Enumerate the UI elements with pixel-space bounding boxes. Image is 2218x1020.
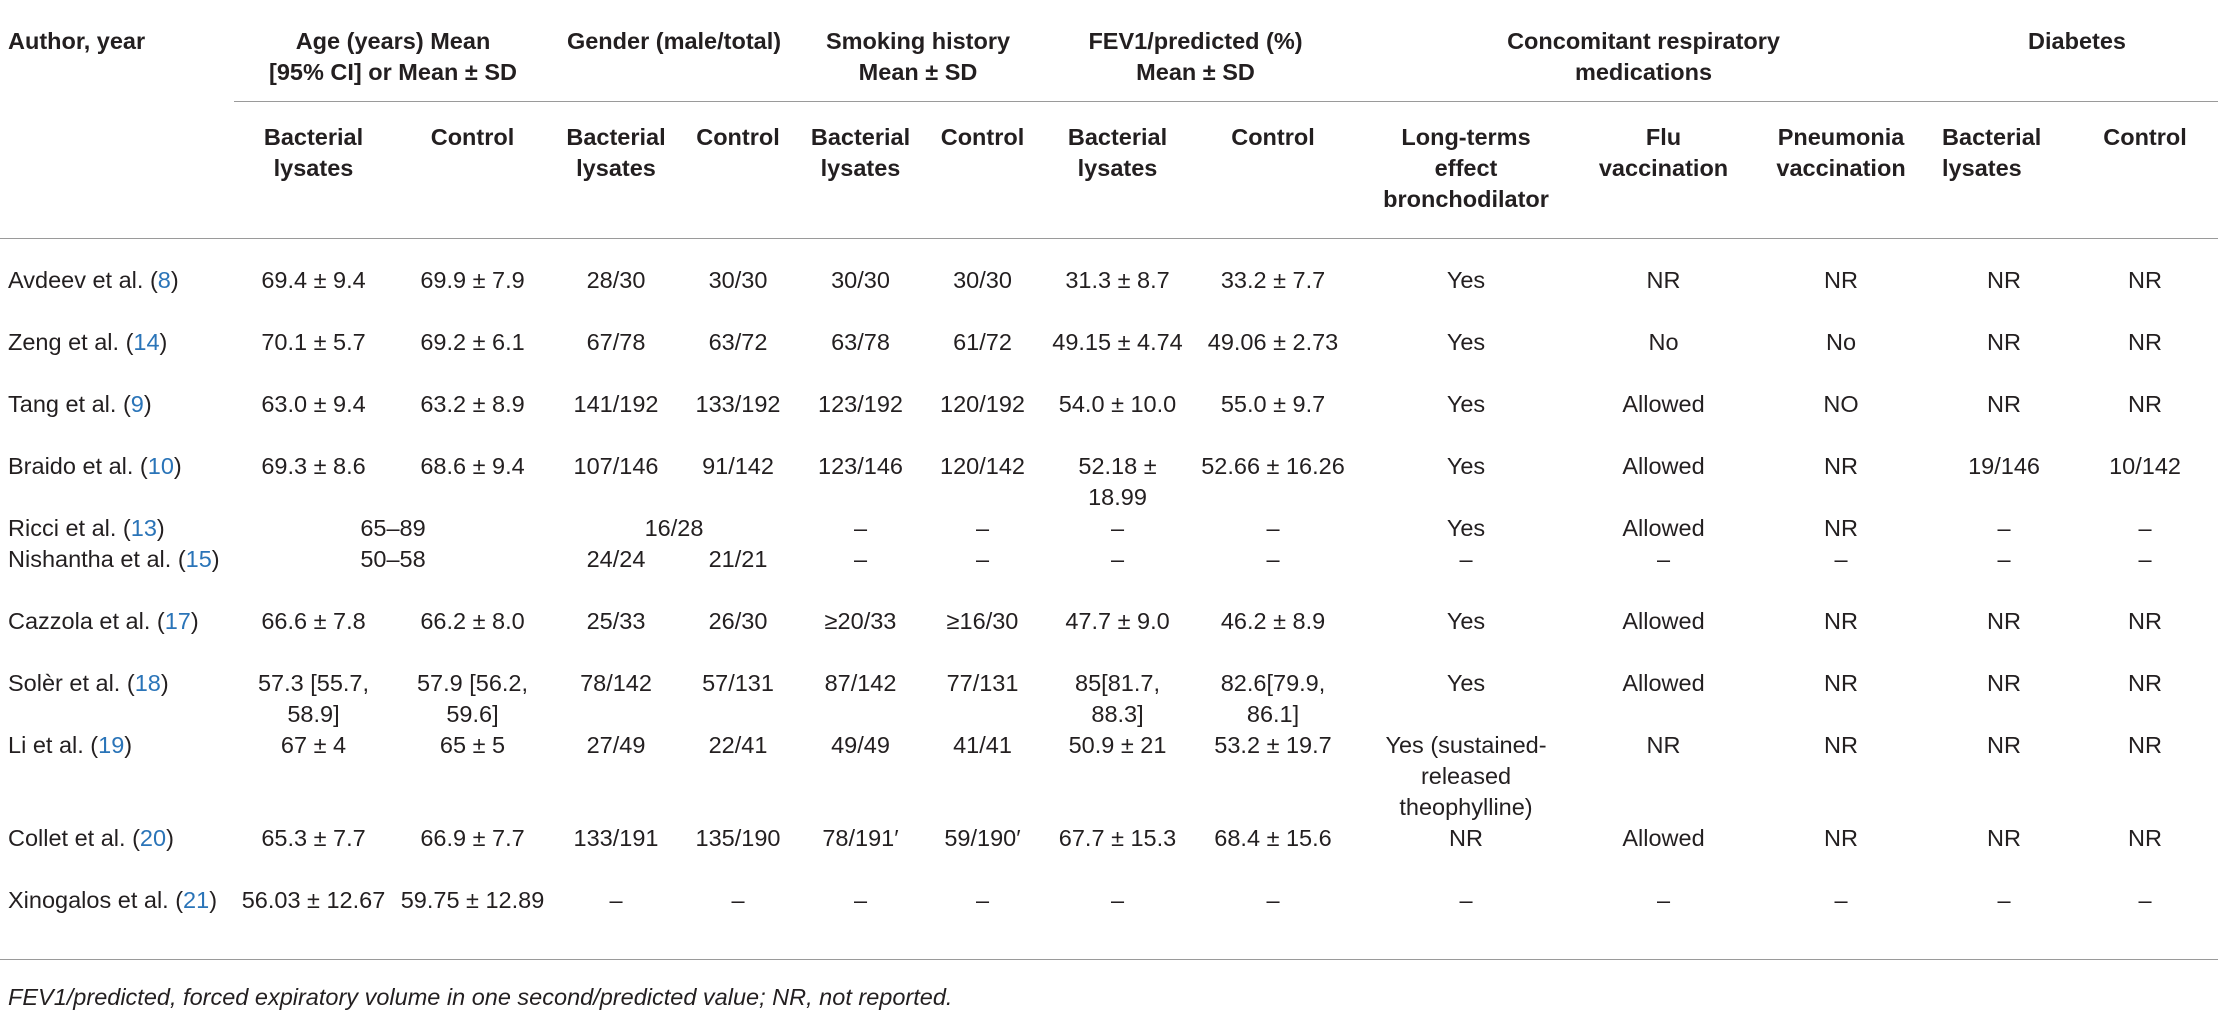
header-age-bacterial-lysates: Bacterial lysates — [234, 102, 393, 239]
cell-flu: Allowed — [1622, 670, 1705, 696]
cell-fev-control: 46.2 ± 8.9 — [1220, 608, 1326, 634]
cell-smoke-bl: 123/146 — [818, 453, 903, 479]
cell-gender-bl: 25/33 — [586, 608, 646, 634]
cell-bronchodilator: Yes — [1446, 267, 1486, 293]
cell-bronchodilator: Yes — [1446, 453, 1486, 479]
reference-link[interactable]: 19 — [98, 732, 125, 758]
cell-smoke-control: 120/142 — [940, 453, 1025, 479]
cell-fev-control: 55.0 ± 9.7 — [1220, 391, 1326, 417]
cell-smoke-bl: ≥20/33 — [824, 608, 897, 634]
cell-flu: NR — [1646, 732, 1681, 758]
cell-fev-control: 53.2 ± 19.7 — [1214, 732, 1332, 758]
cell-smoke-bl: 49/49 — [831, 732, 890, 758]
cell-pneumonia: NR — [1824, 608, 1858, 634]
cell-age-bl: 63.0 ± 9.4 — [261, 391, 366, 417]
cell-fev-control: 52.66 ± 16.26 — [1201, 453, 1345, 479]
reference-link[interactable]: 10 — [147, 453, 174, 479]
cell-author: Li et al. (19) — [8, 732, 133, 758]
cell-smoke-control: 59/190′ — [944, 825, 1021, 851]
header-gender-bacterial-lysates: Bacterial lysates — [552, 102, 680, 239]
header-group-diabetes: Diabetes — [1936, 0, 2218, 102]
table-row — [0, 239, 2218, 328]
header-diabetes-bacterial-lysates: Bacterial lysates — [1936, 102, 2072, 239]
reference-link[interactable]: 21 — [183, 887, 210, 913]
cell-fev-bl: 47.7 ± 9.0 — [1065, 608, 1170, 634]
cell-flu: Allowed — [1622, 515, 1705, 541]
cell-pneumonia: NR — [1824, 453, 1858, 479]
cell-flu: NR — [1646, 267, 1681, 293]
reference-link[interactable]: 17 — [164, 608, 191, 634]
cell-smoke-control: – — [975, 546, 990, 572]
cell-age-control: 66.2 ± 8.0 — [420, 608, 525, 634]
cell-smoke-control: 77/131 — [946, 670, 1019, 696]
cell-smoke-bl: – — [853, 515, 868, 541]
cell-diabetes-control: NR — [2128, 267, 2162, 293]
cell-gender-control: 21/21 — [708, 546, 768, 572]
cell-smoke-bl: – — [853, 546, 868, 572]
cell-bronchodilator: Yes — [1446, 608, 1486, 634]
cell-pneumonia: – — [1746, 885, 1936, 960]
cell-smoke-control: 30/30 — [953, 267, 1012, 293]
cell-age-control: 69.9 ± 7.9 — [420, 267, 525, 293]
cell-fev-bl: 67.7 ± 15.3 — [1058, 825, 1177, 851]
cell-smoke-control: 41/41 — [953, 732, 1012, 758]
cell-diabetes-bl: NR — [1987, 391, 2021, 417]
reference-link[interactable]: 18 — [134, 670, 161, 696]
cell-gender-bl: 28/30 — [586, 267, 646, 293]
reference-link[interactable]: 9 — [130, 391, 144, 417]
cell-age-bl: 66.6 ± 7.8 — [261, 608, 366, 634]
cell-diabetes-control: NR — [2128, 670, 2162, 696]
cell-gender-bl: 24/24 — [586, 546, 646, 572]
cell-age-bl: 67 ± 4 — [280, 732, 347, 758]
cell-smoke-bl: 30/30 — [831, 267, 890, 293]
cell-age-control: 69.2 ± 6.1 — [420, 329, 525, 355]
table-row — [0, 513, 2218, 544]
cell-gender-control: 26/30 — [708, 608, 768, 634]
reference-link[interactable]: 8 — [157, 267, 171, 293]
table-row — [0, 668, 2218, 730]
cell-diabetes-control: – — [2072, 885, 2218, 960]
cell-author: Braido et al. (10) — [8, 453, 182, 479]
table-body — [0, 239, 2218, 960]
cell-author: Xinogalos et al. (21) — [0, 885, 234, 960]
table-row — [0, 451, 2218, 513]
cell-diabetes-bl: – — [1936, 885, 2072, 960]
cell-smoke-bl: 123/192 — [818, 391, 903, 417]
cell-author: Ricci et al. (13) — [8, 515, 165, 541]
cell-gender-span: 16/28 — [644, 515, 704, 541]
cell-flu: No — [1648, 329, 1679, 355]
cell-fev-bl: 49.15 ± 4.74 — [1052, 329, 1183, 355]
cell-bronchodilator: – — [1351, 885, 1581, 960]
cell-diabetes-bl: NR — [1987, 732, 2021, 758]
table-row — [0, 327, 2218, 389]
cell-author: Avdeev et al. (8) — [8, 267, 179, 293]
cell-gender-bl: 27/49 — [586, 732, 646, 758]
table-row — [0, 389, 2218, 451]
cell-gender-control: 30/30 — [708, 267, 768, 293]
cell-fev-bl: 50.9 ± 21 — [1068, 732, 1167, 758]
cell-pneumonia: No — [1826, 329, 1857, 355]
cell-author: Collet et al. (20) — [8, 825, 174, 851]
header-smoking-bacterial-lysates: Bacterial lysates — [796, 102, 925, 239]
cell-gender-bl: 67/78 — [586, 329, 646, 355]
cell-age-bl: 56.03 ± 12.67 — [234, 885, 393, 960]
cell-fev-bl: 52.18 ± 18.99 — [1078, 453, 1157, 510]
header-group-gender: Gender (male/total) — [552, 0, 796, 102]
cell-fev-bl: – — [1040, 885, 1195, 960]
cell-age-span: 50–58 — [360, 546, 426, 572]
cell-pneumonia: – — [1834, 546, 1848, 572]
cell-bronchodilator: Yes — [1446, 329, 1486, 355]
cell-gender-control: 57/131 — [702, 670, 774, 696]
header-flu-vaccination: Flu vaccination — [1581, 102, 1746, 239]
cell-diabetes-bl: NR — [1987, 670, 2021, 696]
cell-author: Solèr et al. (18) — [8, 670, 169, 696]
cell-age-bl: 57.3 [55.7, 58.9] — [257, 670, 370, 727]
cell-bronchodilator: NR — [1449, 825, 1483, 851]
cell-diabetes-bl: NR — [1987, 608, 2021, 634]
cell-age-control: 68.6 ± 9.4 — [420, 453, 525, 479]
cell-diabetes-bl: – — [1997, 546, 2011, 572]
reference-link[interactable]: 14 — [133, 329, 160, 355]
cell-pneumonia: NR — [1824, 267, 1858, 293]
cell-diabetes-control: NR — [2128, 608, 2162, 634]
cell-bronchodilator: Yes — [1446, 670, 1486, 696]
cell-diabetes-bl: – — [1997, 515, 2011, 541]
header-group-age: Age (years) Mean [95% CI] or Mean ± SD — [234, 0, 552, 102]
cell-author: Tang et al. (9) — [8, 391, 152, 417]
cell-gender-control: 91/142 — [702, 453, 774, 479]
cell-pneumonia: NR — [1824, 670, 1858, 696]
cell-gender-control: – — [680, 885, 796, 960]
cell-gender-bl: 133/191 — [573, 825, 659, 851]
cell-fev-control: – — [1266, 515, 1280, 541]
cell-bronchodilator: – — [1459, 546, 1473, 572]
cell-bronchodilator: Yes — [1446, 515, 1486, 541]
header-row-groups — [0, 0, 2218, 102]
table-footnote: FEV1/predicted, forced expiratory volume in one second/predicted value; NR, not reported. — [8, 984, 953, 1010]
cell-smoke-control: – — [925, 885, 1040, 960]
reference-link[interactable]: 15 — [185, 546, 212, 572]
cell-flu: – — [1581, 885, 1746, 960]
cell-gender-bl: – — [552, 885, 680, 960]
cell-gender-bl: 141/192 — [573, 391, 659, 417]
cell-author: Zeng et al. (14) — [8, 329, 168, 355]
header-group-smoking: Smoking history Mean ± SD — [796, 0, 1040, 102]
cell-pneumonia: NO — [1823, 391, 1859, 417]
cell-smoke-control: – — [975, 515, 990, 541]
cell-diabetes-control: – — [2138, 546, 2152, 572]
cell-diabetes-control: 10/142 — [2109, 453, 2181, 479]
cell-gender-bl: 107/146 — [573, 453, 659, 479]
cell-pneumonia: NR — [1824, 825, 1858, 851]
cell-fev-bl: – — [1110, 515, 1125, 541]
cell-author: Cazzola et al. (17) — [8, 608, 199, 634]
cell-age-control: 57.9 [56.2, 59.6] — [416, 670, 529, 727]
cell-age-control: 66.9 ± 7.7 — [420, 825, 525, 851]
cell-fev-control: – — [1195, 885, 1351, 960]
cell-fev-control: 82.6[79.9, 86.1] — [1220, 670, 1326, 727]
cell-fev-bl: 31.3 ± 8.7 — [1065, 267, 1170, 293]
cell-flu: – — [1656, 546, 1671, 572]
cell-diabetes-control: – — [2138, 515, 2152, 541]
cell-age-bl: 69.4 ± 9.4 — [261, 267, 366, 293]
cell-bronchodilator: Yes (sustained-released theophylline) — [1385, 732, 1547, 820]
cell-diabetes-control: NR — [2128, 329, 2162, 355]
cell-diabetes-bl: NR — [1987, 329, 2021, 355]
cell-fev-bl: 85[81.7, 88.3] — [1075, 670, 1160, 727]
cell-smoke-control: ≥16/30 — [946, 608, 1019, 634]
table-row — [0, 544, 2218, 606]
cell-age-bl: 65.3 ± 7.7 — [261, 825, 366, 851]
cell-diabetes-bl: NR — [1987, 825, 2021, 851]
cell-diabetes-bl: 19/146 — [1968, 453, 2040, 479]
table-row — [0, 823, 2218, 885]
reference-link[interactable]: 20 — [139, 825, 167, 851]
cell-age-span: 65–89 — [360, 515, 426, 541]
cell-pneumonia: NR — [1824, 515, 1858, 541]
header-fev1-bacterial-lysates: Bacterial lysates — [1040, 102, 1195, 239]
cell-diabetes-control: NR — [2128, 391, 2162, 417]
cell-fev-control: – — [1266, 546, 1280, 572]
cell-fev-bl: 54.0 ± 10.0 — [1058, 391, 1177, 417]
cell-smoke-bl: 87/142 — [824, 670, 897, 696]
cell-smoke-bl: – — [796, 885, 925, 960]
cell-flu: Allowed — [1622, 825, 1705, 851]
header-diabetes-control: Control — [2072, 102, 2218, 239]
cell-gender-control: 63/72 — [708, 329, 768, 355]
cell-fev-bl: – — [1110, 546, 1125, 572]
cell-age-bl: 70.1 ± 5.7 — [261, 329, 366, 355]
header-row-subgroups — [0, 102, 2218, 239]
cell-age-control: 63.2 ± 8.9 — [420, 391, 525, 417]
cell-smoke-control: 120/192 — [940, 391, 1025, 417]
header-long-term-bronchodilator: Long-terms effect bronchodilator — [1351, 102, 1581, 239]
header-group-medications: Concomitant respiratory medications — [1351, 0, 1936, 102]
reference-link[interactable]: 13 — [130, 515, 157, 541]
cell-diabetes-control: NR — [2128, 732, 2162, 758]
table-row — [0, 606, 2218, 668]
cell-age-control: 59.75 ± 12.89 — [393, 885, 552, 960]
cell-flu: Allowed — [1622, 608, 1705, 634]
cell-fev-control: 49.06 ± 2.73 — [1207, 329, 1339, 355]
cell-gender-control: 133/192 — [695, 391, 781, 417]
header-group-fev1: FEV1/predicted (%) Mean ± SD — [1040, 0, 1351, 102]
cell-age-control: 65 ± 5 — [439, 732, 506, 758]
cell-bronchodilator: Yes — [1446, 391, 1486, 417]
header-author: Author, year — [0, 0, 234, 239]
cell-gender-control: 135/190 — [695, 825, 781, 851]
table-row — [0, 885, 2218, 960]
cell-fev-control: 33.2 ± 7.7 — [1220, 267, 1326, 293]
cell-gender-control: 22/41 — [708, 732, 768, 758]
header-smoking-control: Control — [925, 102, 1040, 239]
cell-smoke-control: 61/72 — [953, 329, 1012, 355]
cell-fev-control: 68.4 ± 15.6 — [1214, 825, 1332, 851]
cell-diabetes-control: NR — [2128, 825, 2162, 851]
cell-flu: Allowed — [1622, 391, 1705, 417]
cell-age-bl: 69.3 ± 8.6 — [261, 453, 366, 479]
cell-smoke-bl: 78/191′ — [822, 825, 899, 851]
cell-flu: Allowed — [1622, 453, 1705, 479]
header-pneumonia-vaccination: Pneumonia vaccination — [1746, 102, 1936, 239]
header-gender-control: Control — [680, 102, 796, 239]
cell-pneumonia: NR — [1824, 732, 1858, 758]
cell-smoke-bl: 63/78 — [831, 329, 890, 355]
table-row — [0, 730, 2218, 823]
cell-author: Nishantha et al. (15) — [8, 546, 220, 572]
cell-gender-bl: 78/142 — [580, 670, 652, 696]
header-age-control: Control — [393, 102, 552, 239]
header-fev1-control: Control — [1195, 102, 1351, 239]
cell-diabetes-bl: NR — [1987, 267, 2021, 293]
